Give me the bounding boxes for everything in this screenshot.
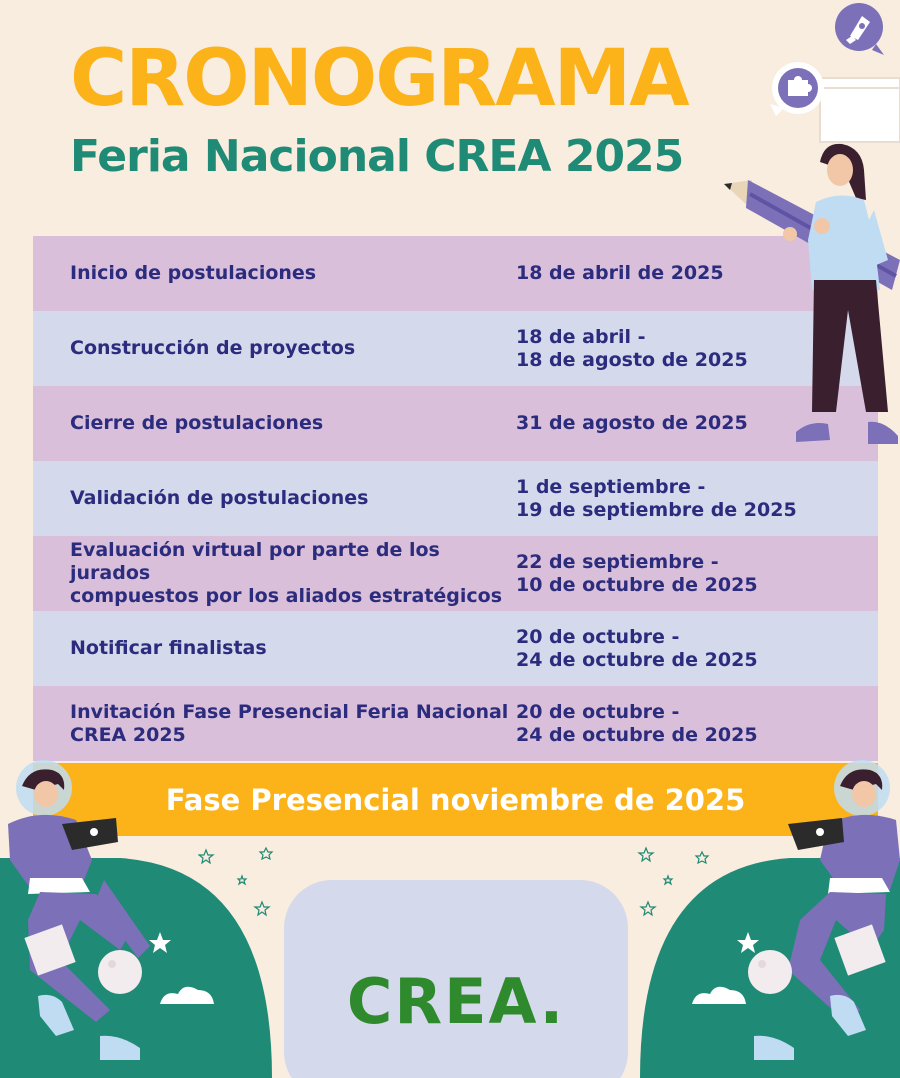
activity-date: 20 de octubre - 24 de octubre de 2025 (516, 700, 758, 746)
activity-date: 22 de septiembre - 10 de octubre de 2025 (516, 550, 758, 596)
puzzle-chat-icon (766, 60, 832, 122)
activity-label: Construcción de proyectos (70, 337, 356, 360)
activity-label: Evaluación virtual por parte de los jurados compuestos por los aliados estratégicos (70, 539, 503, 607)
crea-logo: CREA. (346, 965, 566, 1038)
activity-date: 18 de abril - 18 de agosto de 2025 (516, 325, 748, 371)
phase-banner-text: Fase Presencial noviembre de 2025 (165, 782, 746, 817)
schedule-row (33, 686, 878, 761)
activity-label: Inicio de postulaciones (70, 262, 317, 285)
activity-date: 31 de agosto de 2025 (516, 412, 748, 435)
activity-label: Invitación Fase Presencial Feria Nacional CREA 2025 (70, 700, 509, 746)
page-subtitle: Feria Nacional CREA 2025 (70, 131, 684, 182)
logo-card (284, 880, 628, 1078)
activity-date: 20 de octubre - 24 de octubre de 2025 (516, 625, 758, 671)
schedule-row (33, 536, 878, 611)
woman-with-pencil-illustration (724, 140, 900, 450)
astronaut-right-illustration (670, 760, 900, 1078)
schedule-row (33, 611, 878, 686)
activity-date: 18 de abril de 2025 (516, 262, 724, 285)
pen-nib-icon (832, 2, 888, 56)
page-title: CRONOGRAMA (70, 34, 688, 124)
activity-date: 1 de septiembre - 19 de septiembre de 2025 (516, 475, 797, 521)
activity-label: Notificar finalistas (70, 637, 267, 660)
activity-label: Cierre de postulaciones (70, 412, 324, 435)
schedule-row (33, 461, 878, 536)
astronaut-left-illustration (0, 760, 230, 1078)
activity-label: Validación de postulaciones (70, 487, 369, 510)
